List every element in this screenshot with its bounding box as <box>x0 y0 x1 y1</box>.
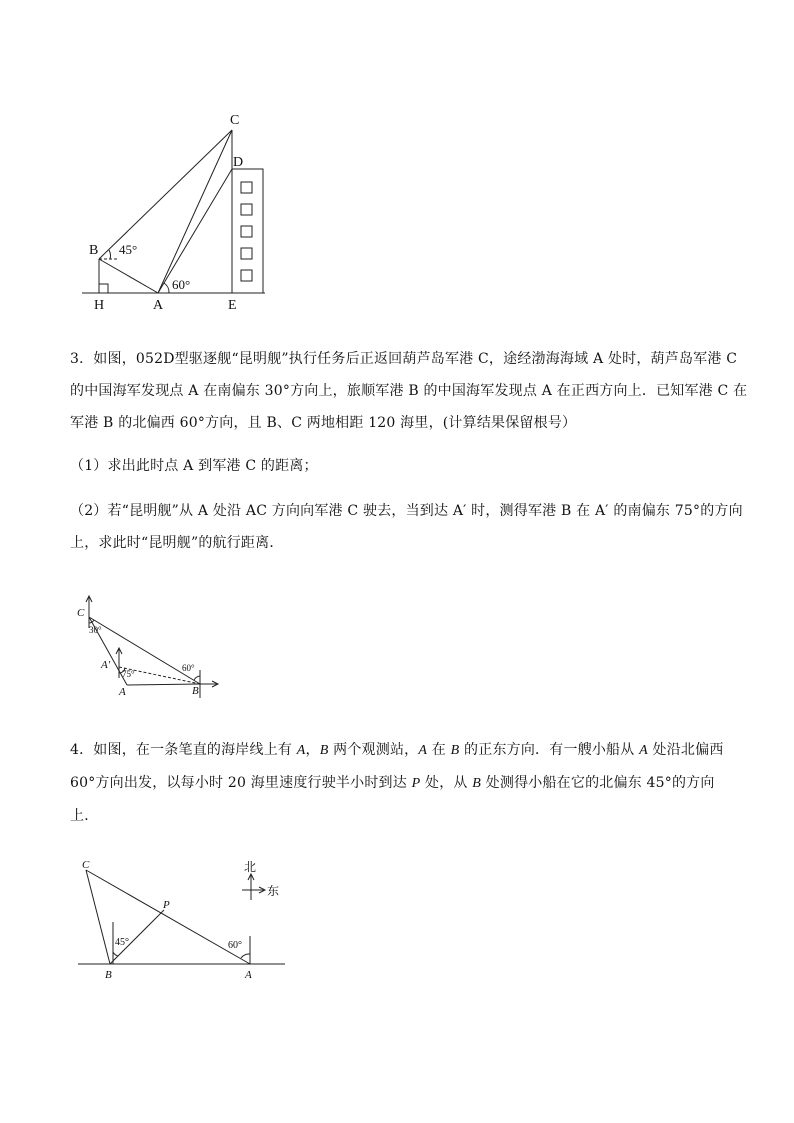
label-C: C <box>82 859 90 871</box>
compass-east-label: 东 <box>267 884 280 898</box>
point-A: A <box>639 743 648 758</box>
text-run: 两个观测站， <box>328 742 419 758</box>
right-angle-mark-H <box>99 284 108 293</box>
problem-3-line: 的中国海军发现点 A 在南偏东 30°方向上，旅顺军港 B 的中国海军发现点 A 在正西方向上．已知军港 C 在 <box>70 383 748 399</box>
angle-label-A-prime: 75° <box>122 669 135 679</box>
label-P: P <box>163 899 170 911</box>
question-line: （1）求出此时点 A 到军港 C 的距离； <box>70 458 318 474</box>
problem-3-statement <box>70 343 748 439</box>
question-line: （2）若“昆明舰”从 A 处沿 AC 方向向军港 C 驶去，当到达 A′ 时，测得军港 B 在 A′ 的南偏东 75°的方向 <box>70 503 743 519</box>
label-A: A <box>153 298 164 313</box>
point-A: A <box>418 743 428 758</box>
angle-label-B: 60° <box>182 663 195 673</box>
angle-arc-B <box>194 676 200 680</box>
label-E: E <box>228 298 237 313</box>
label-A: A <box>245 969 252 981</box>
label-A-prime: A′ <box>101 659 111 671</box>
point-B: B <box>472 776 482 791</box>
point-B: B <box>450 743 460 758</box>
segment-CB <box>89 617 200 684</box>
text-run: 的正东方向．有一艘小船从 <box>459 742 640 758</box>
text-run: 在 <box>427 742 451 758</box>
label-H: H <box>94 298 105 313</box>
text-run: 处沿北偏西 <box>647 742 724 758</box>
question-line: 上，求此时“昆明舰”的航行距离． <box>70 535 284 551</box>
label-C: C <box>230 113 240 128</box>
angle-arc-B <box>109 250 110 259</box>
problem-3-line: 军港 B 的北偏西 60°方向，且 B、C 两地相距 120 海里，(计算结果保留根号） <box>70 415 577 431</box>
text-run: ， <box>305 742 320 758</box>
window <box>241 226 252 237</box>
label-D: D <box>233 155 244 170</box>
problem-4-line <box>70 767 730 800</box>
problem-3-question-1 <box>70 450 730 482</box>
text-run: 60°方向出发，以每小时 20 海里速度行驶半小时到达 <box>70 775 412 791</box>
label-B: B <box>192 685 199 697</box>
label-B: B <box>105 969 112 981</box>
window <box>241 182 252 193</box>
point-B: B <box>319 743 329 758</box>
angle-arc-B <box>113 952 118 956</box>
text-run: 处，从 <box>420 775 473 791</box>
text-run: 4．如图，在一条笔直的海岸线上有 <box>70 742 297 758</box>
problem-4-line <box>70 734 730 767</box>
segment-A-to-C <box>158 130 232 293</box>
problem-4-line: 上． <box>70 808 99 824</box>
angle-arc-A <box>241 954 250 958</box>
building <box>232 169 263 293</box>
compass-north-label: 北 <box>244 860 257 874</box>
text-run: 处测得小船在它的北偏东 45°的方向 <box>481 775 715 791</box>
figure-3-coastline-diagram <box>72 852 292 987</box>
label-A: A <box>119 686 126 698</box>
figure-2-navigation-diagram <box>72 590 232 705</box>
angle-label-B: 45° <box>119 242 138 257</box>
angle-label-C: 30° <box>89 625 102 635</box>
segment-AB <box>127 684 200 685</box>
window <box>241 204 252 215</box>
window <box>241 270 252 281</box>
label-B: B <box>89 243 99 258</box>
segment-CA <box>86 870 250 964</box>
problem-4-statement <box>70 734 730 832</box>
angle-label-A: 60° <box>172 277 191 292</box>
point-P: P <box>411 776 421 791</box>
segment-CB <box>86 870 110 964</box>
figure-1-building-diagram <box>75 108 275 318</box>
angle-arc-A <box>164 283 169 293</box>
point-A: A <box>296 743 306 758</box>
angle-label-B: 45° <box>115 937 129 948</box>
segment-A-to-D <box>158 169 232 293</box>
segment-B-to-C <box>99 130 232 259</box>
label-C: C <box>77 607 85 619</box>
angle-label-A: 60° <box>228 940 242 951</box>
window <box>241 248 252 259</box>
problem-3-line: 3．如图，052D型驱逐舰“昆明舰”执行任务后正返回葫芦岛军港 C，途经渤海海域 A 处时，葫芦岛军港 C <box>70 351 738 367</box>
problem-3-question-2 <box>70 495 743 559</box>
